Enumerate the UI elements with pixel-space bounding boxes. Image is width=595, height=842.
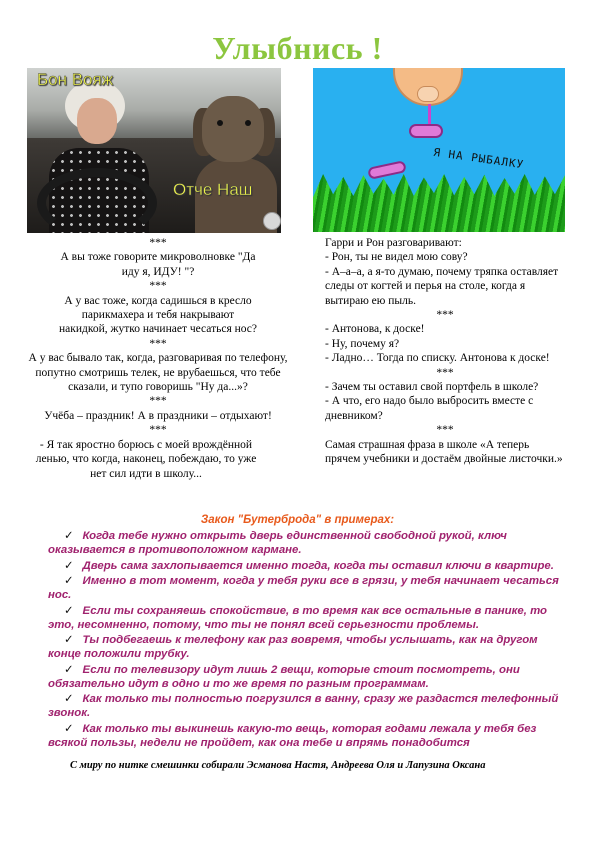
check-icon: ✓: [64, 575, 74, 587]
joke-scary-phrase: Самая страшная фраза в школе «А теперь прячем учебники и достаём двойные листочки.»: [325, 438, 563, 466]
joke-holiday: Учёба – праздник! А в праздники – отдыхают!: [44, 409, 272, 422]
separator: ***: [436, 366, 454, 379]
steering-wheel: [37, 168, 157, 233]
law-item: [48, 633, 568, 661]
jokes-left-column: [27, 236, 289, 481]
photo-grandma-dog: [27, 68, 281, 233]
law-item-text: Как только ты полностью погрузился в ванну, сразу же раздастся телефонный звонок.: [48, 693, 559, 719]
dog-eye-right: [245, 120, 251, 126]
harry-line: Гарри и Рон разговаривают:: [325, 237, 462, 249]
law-item: [48, 663, 568, 691]
check-icon: ✓: [64, 663, 74, 676]
law-item: [48, 722, 568, 750]
harry-line: - Рон, ты не видел мою сову?: [325, 251, 468, 264]
antonova-line: - Ну, почему я?: [325, 337, 400, 350]
photo-caption-top: Бон Вояж: [37, 70, 114, 89]
law-item: [48, 559, 568, 573]
joke-barber: А у вас тоже, когда садишься в кресло парикмахера и тебя накрывают накидкой, жутко начинает чесаться нос?: [58, 294, 258, 336]
law-item: [48, 529, 568, 557]
woman-face: [77, 98, 117, 144]
worm-top: [409, 124, 443, 138]
dog-head: [202, 96, 264, 162]
cartoon-fishing-worm: [313, 68, 565, 232]
separator: ***: [436, 309, 454, 322]
worm-bottom: [367, 160, 407, 180]
law-item: [48, 604, 568, 632]
dog-eye-left: [217, 120, 223, 126]
separator: ***: [436, 424, 454, 437]
separator: ***: [149, 237, 167, 249]
law-item: [48, 692, 568, 720]
joke-telephone: А у вас бывало так, когда, разговаривая по телефону, попутно смотришь телек, не врубаешься, что тебе сказали, и тупо говоришь "Ну да...»?: [28, 352, 288, 394]
separator: ***: [149, 280, 167, 293]
check-icon: ✓: [64, 722, 74, 735]
fishing-sign: Я НА РЫБАЛКУ: [432, 145, 525, 172]
check-icon: ✓: [64, 604, 74, 617]
law-item-text: Когда тебе нужно открыть дверь единственной свободной рукой, ключ оказывается в противоположном кармане.: [48, 530, 507, 556]
badge-icon: [263, 212, 281, 230]
check-icon: ✓: [64, 634, 74, 646]
harry-line: - А–а–а, а я-то думаю, почему тряпка оставляет следы от когтей и перья на столе, когда я вытираю ею пыль.: [325, 265, 559, 307]
law-list: [48, 529, 568, 751]
separator: ***: [149, 424, 167, 437]
law-item-text: Именно в тот момент, когда у тебя руки все в грязи, у тебя начинает чесаться нос.: [48, 575, 559, 601]
check-icon: ✓: [64, 530, 74, 542]
photo-caption-bottom: Отче Наш: [173, 180, 253, 199]
separator: ***: [149, 337, 167, 350]
law-item-text: Если ты сохраняешь спокойствие, в то время как все остальные в панике, то это, несомненно, потому, что ты не понял всей серьезности проблемы.: [48, 604, 547, 631]
worm-hanging: [428, 104, 431, 126]
antonova-line: - Антонова, к доске!: [325, 323, 425, 336]
footer-credits: С миру по нитке смешинки собирали Эсманова Настя, Андреева Оля и Лапузина Оксана: [70, 760, 486, 771]
antonova-line: - Ладно… Тогда по списку. Антонова к доске!: [325, 352, 550, 365]
separator: ***: [149, 395, 167, 408]
law-item-text: Как только ты выкинешь какую-то вещь, которая годами лежала у тебя без всякой пользы, недели не пройдет, как она тебе и впрямь понадобится: [48, 722, 537, 749]
portfolio-line: - Зачем ты оставил свой портфель в школе?: [325, 381, 539, 394]
law-item: [48, 574, 568, 602]
joke-microwave: А вы тоже говорите микроволновке "Да иду я, ИДУ! "?: [60, 251, 256, 278]
fingernail: [417, 86, 439, 102]
jokes-right-column: [325, 236, 565, 467]
grass: [313, 174, 565, 232]
law-item-text: Если по телевизору идут лишь 2 вещи, которые стоит посмотреть, они обязательно идут в одно и то же время по разным программам.: [48, 663, 520, 690]
law-item-text: Дверь сама захлопывается именно тогда, когда ты оставил ключи в квартире.: [82, 559, 554, 572]
portfolio-line: - А что, его надо было выбросить вместе с дневником?: [325, 395, 534, 422]
page-title: Улыбнись !: [212, 30, 383, 66]
check-icon: ✓: [64, 693, 74, 705]
check-icon: ✓: [64, 559, 74, 572]
law-item-text: Ты подбегаешь к телефону как раз вовремя, чтобы услышать, как на другом конце положили трубку.: [48, 634, 538, 660]
law-title: Закон "Бутерброда" в примерах:: [200, 514, 395, 526]
joke-laziness: - Я так яростно борюсь с моей врождённой ленью, что когда, наконец, побеждаю, то уже нет сил идти в школу...: [35, 438, 257, 480]
